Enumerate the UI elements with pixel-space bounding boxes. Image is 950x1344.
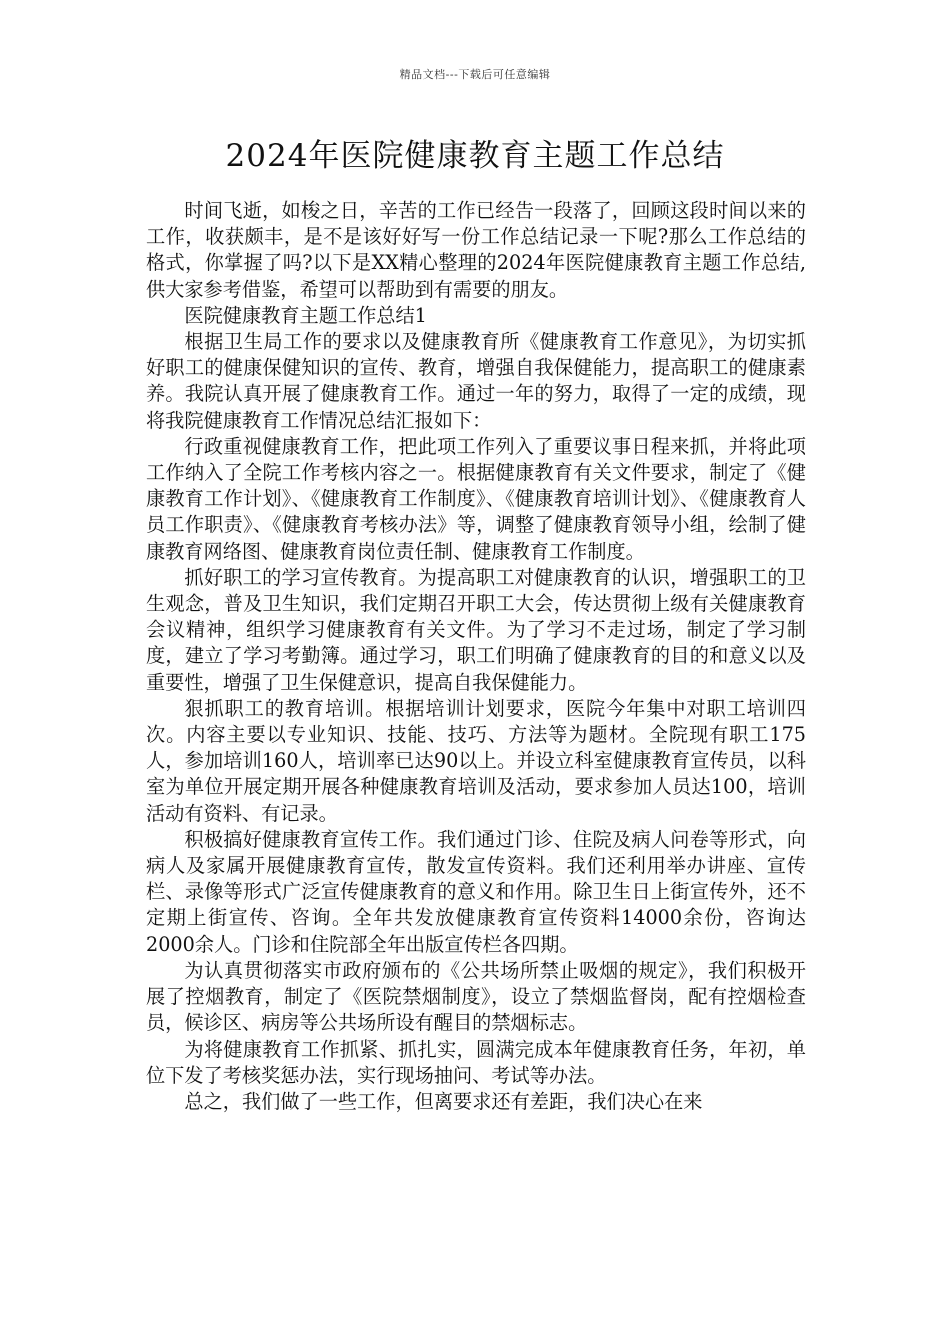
paragraph: 狠抓职工的教育培训。根据培训计划要求，医院今年集中对职工培训四次。内容主要以专业知识、技能、技巧、方法等为题材。全院现有职工175人，参加培训160人，培训率已达90以上。并设立科室健康教育宣传员，以科室为单位开展定期开展各种健康教育培训及活动，要求参加人员达100，培训活动有资料、有记录。 xyxy=(146,696,806,825)
paragraph: 根据卫生局工作的要求以及健康教育所《健康教育工作意见》，为切实抓好职工的健康保健知识的宣传、教育，增强自我保健能力，提高职工的健康素养。我院认真开展了健康教育工作。通过一年的努力，取得了一定的成绩，现将我院健康教育工作情况总结汇报如下： xyxy=(146,330,806,432)
paragraph: 为将健康教育工作抓紧、抓扎实，圆满完成本年健康教育任务，年初，单位下发了考核奖惩办法，实行现场抽问、考试等办法。 xyxy=(146,1037,806,1087)
paragraph: 为认真贯彻落实市政府颁布的《公共场所禁止吸烟的规定》，我们积极开展了控烟教育，制定了《医院禁烟制度》，设立了禁烟监督岗，配有控烟检查员，候诊区、病房等公共场所设有醒目的禁烟标志。 xyxy=(146,958,806,1035)
page-header: 精品文档---下载后可任意编辑 xyxy=(399,68,551,81)
paragraph: 抓好职工的学习宣传教育。为提高职工对健康教育的认识，增强职工的卫生观念，普及卫生知识，我们定期召开职工大会，传达贯彻上级有关健康教育会议精神，组织学习健康教育有关文件。为了学习不走过场，制定了学习制度，建立了学习考勤簿。通过学习，职工们明确了健康教育的目的和意义以及重要性，增强了卫生保健意识，提高自我保健能力。 xyxy=(146,565,806,694)
paragraph: 行政重视健康教育工作，把此项工作列入了重要议事日程来抓，并将此项工作纳入了全院工作考核内容之一。根据健康教育有关文件要求，制定了《健康教育工作计划》、《健康教育工作制度》、《健康教育培训计划》、《健康教育人员工作职责》、《健康教育考核办法》等，调整了健康教育领导小组，绘制了健康教育网络图、健康教育岗位责任制、健康教育工作制度。 xyxy=(146,434,806,563)
paragraph: 积极搞好健康教育宣传工作。我们通过门诊、住院及病人问卷等形式，向病人及家属开展健康教育宣传，散发宣传资料。我们还利用举办讲座、宣传栏、录像等形式广泛宣传健康教育的意义和作用。除卫生日上街宣传外，还不定期上街宣传、咨询。全年共发放健康教育宣传资料14000余份，咨询达2000余人。门诊和住院部全年出版宣传栏各四期。 xyxy=(146,827,806,956)
document-body xyxy=(146,198,806,1115)
document-title: 2024年医院健康教育主题工作总结 xyxy=(225,138,725,174)
section-heading: 医院健康教育主题工作总结1 xyxy=(184,303,427,327)
paragraph: 总之，我们做了一些工作，但离要求还有差距，我们决心在来 xyxy=(184,1089,703,1113)
paragraph-intro: 时间飞逝，如梭之日，辛苦的工作已经告一段落了，回顾这段时间以来的工作，收获颇丰，是不是该好好写一份工作总结记录一下呢?那么工作总结的格式，你掌握了吗?以下是XX精心整理的2024年医院健康教育主题工作总结,供大家参考借鉴，希望可以帮助到有需要的朋友。 xyxy=(146,199,806,301)
